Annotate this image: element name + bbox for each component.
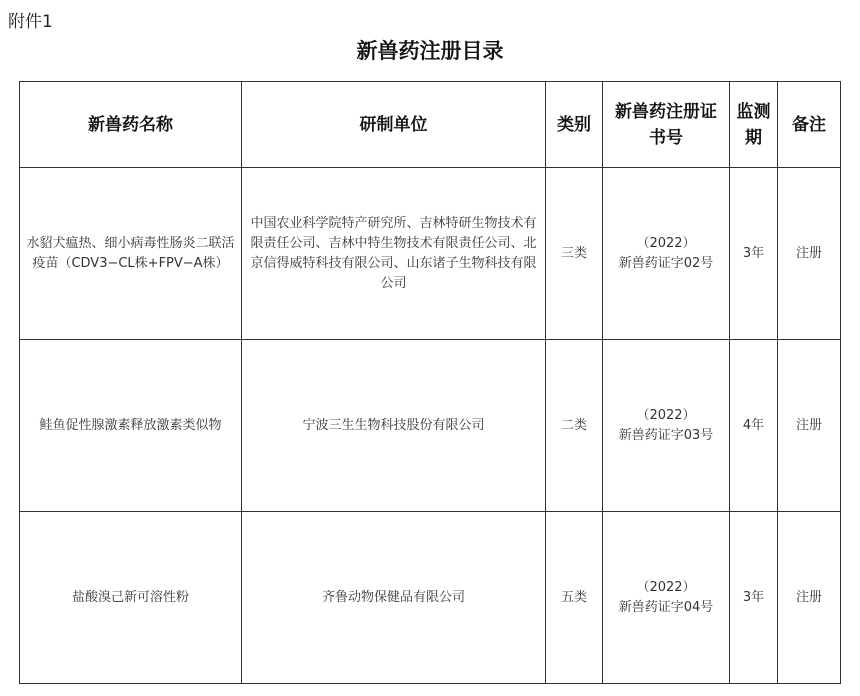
certificate-number: 新兽药证字04号 [618,599,714,615]
table-row [20,512,841,684]
cell-monitoring-period: 3年 [730,512,778,684]
cell-developer [242,512,546,684]
developer-text: 宁波三生生物科技股份有限公司 [302,417,485,433]
header-monitoring-period-label: 监测期 [736,101,771,148]
cell-certificate-number [603,168,730,340]
certificate-year: （2022） [636,407,696,423]
drug-name-text: 盐酸溴己新可溶性粉 [71,589,189,605]
header-drug-name [20,82,242,168]
header-certificate-number-label: 新兽药注册证书号 [615,101,717,148]
header-remarks-label: 备注 [792,114,826,135]
header-monitoring-period [730,82,778,168]
developer-text: 中国农业科学院特产研究所、吉林特研生物技术有限责任公司、吉林中特生物技术有限责任公司、北京信得威特科技有限公司、山东诸子生物科技有限公司 [250,215,537,291]
certificate-year: （2022） [636,235,696,251]
header-category [546,82,603,168]
certificate-number: 新兽药证字02号 [618,255,714,271]
table-row [20,168,841,340]
cell-developer [242,168,546,340]
cell-monitoring-period: 4年 [730,340,778,512]
page-title: 新兽药注册目录 [356,39,504,63]
cell-remarks: 注册 [778,340,841,512]
cell-drug-name [20,168,242,340]
table-row [20,340,841,512]
header-developer [242,82,546,168]
drug-name-text: 鲑鱼促性腺激素释放激素类似物 [39,417,222,433]
table-header-row [20,82,841,168]
cell-certificate-number [603,340,730,512]
registry-table [19,81,841,684]
developer-text: 齐鲁动物保健品有限公司 [321,589,465,605]
cell-category: 三类 [546,168,603,340]
cell-remarks: 注册 [778,512,841,684]
cell-developer [242,340,546,512]
cell-remarks: 注册 [778,168,841,340]
header-drug-name-label: 新兽药名称 [88,114,173,135]
certificate-year: （2022） [636,579,696,595]
cell-category: 五类 [546,512,603,684]
cell-drug-name [20,512,242,684]
drug-name-text: 水貂犬瘟热、细小病毒性肠炎二联活疫苗（CDV3−CL株+FPV−A株） [26,235,235,271]
header-remarks [778,82,841,168]
cell-certificate-number [603,512,730,684]
header-category-label: 类别 [557,114,591,135]
header-certificate-number [603,82,730,168]
cell-drug-name [20,340,242,512]
cell-category: 二类 [546,340,603,512]
header-developer-label: 研制单位 [359,114,428,135]
certificate-number: 新兽药证字03号 [618,427,714,443]
cell-monitoring-period: 3年 [730,168,778,340]
attachment-label: 附件1 [8,12,53,32]
